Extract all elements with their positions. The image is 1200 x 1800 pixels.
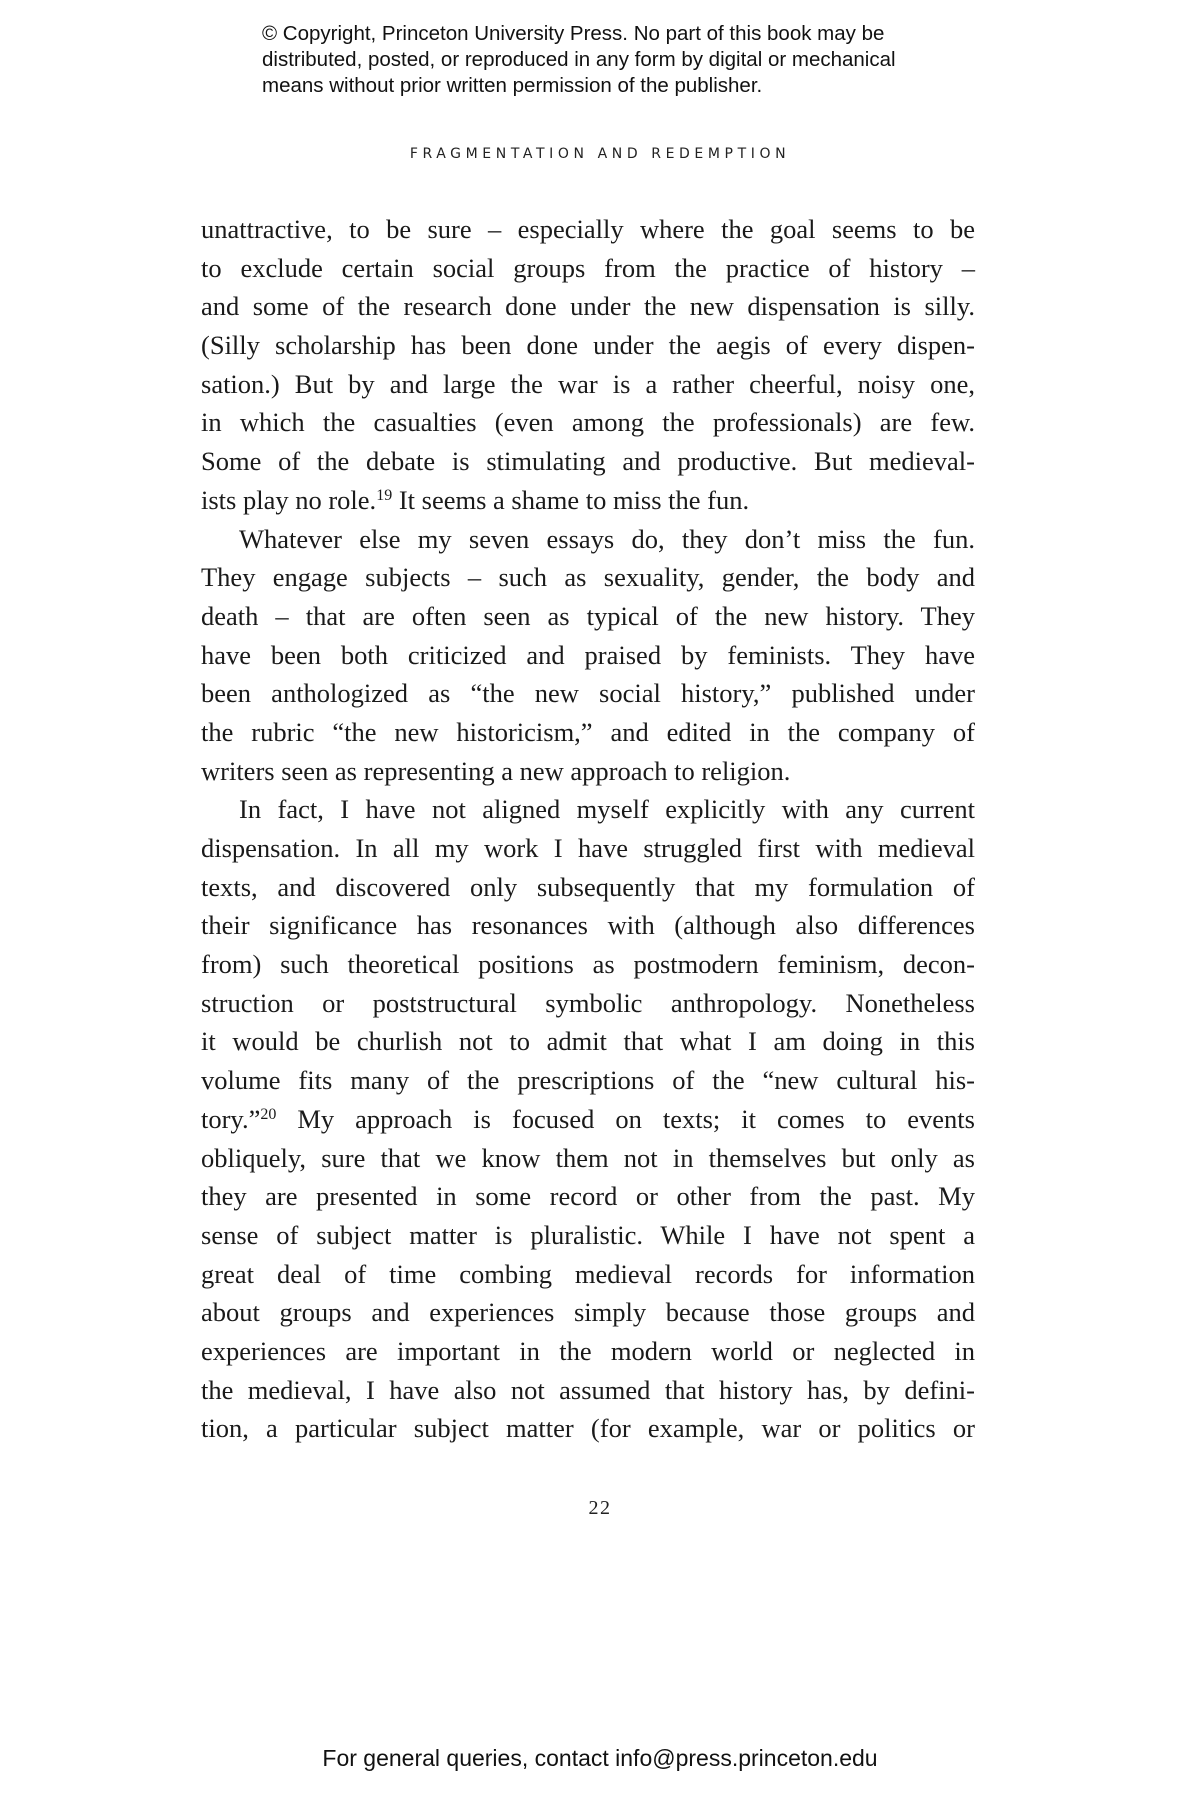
text-line: They engage subjects – such as sexuality, gender, the body and bbox=[201, 562, 975, 593]
text-line: about groups and experiences simply because those groups and bbox=[201, 1297, 975, 1328]
footnote-ref-19: 19 bbox=[376, 486, 393, 504]
text-line: tion, a particular subject matter (for example, war or politics or bbox=[201, 1413, 975, 1444]
text-line: experiences are important in the modern world or neglected in bbox=[201, 1335, 975, 1366]
footnote-ref-20: 20 bbox=[260, 1105, 277, 1123]
text-fragment: My approach is focused on texts; it comes to events bbox=[276, 1103, 975, 1134]
copyright-line: distributed, posted, or reproduced in any form by digital or mechanical bbox=[262, 48, 896, 71]
copyright-notice bbox=[262, 21, 982, 99]
text-fragment: ists play no role. bbox=[201, 484, 377, 515]
text-line: have been both criticized and praised by feminists. They have bbox=[201, 639, 975, 670]
text-line: in which the casualties (even among the professionals) are few. bbox=[201, 407, 975, 438]
text-line: it would be churlish not to admit that what I am doing in this bbox=[201, 1026, 975, 1057]
text-line: sation.) But by and large the war is a rather cheerful, noisy one, bbox=[201, 368, 975, 399]
text-line: obliquely, sure that we know them not in themselves but only as bbox=[201, 1142, 975, 1173]
text-line: and some of the research done under the new dispensation is silly. bbox=[201, 291, 975, 322]
text-line: been anthologized as “the new social history,” published under bbox=[201, 678, 975, 709]
running-head: FRAGMENTATION AND REDEMPTION bbox=[409, 146, 791, 162]
footer-contact: For general queries, contact info@press.princeton.edu bbox=[322, 1745, 878, 1771]
text-line: struction or poststructural symbolic anthropology. Nonetheless bbox=[201, 987, 975, 1018]
text-line: great deal of time combing medieval records for information bbox=[201, 1258, 975, 1289]
text-line: unattractive, to be sure – especially where the goal seems to be bbox=[201, 214, 975, 244]
body-text bbox=[201, 210, 975, 1448]
paragraph-first-line: Whatever else my seven essays do, they don’t miss the fun. bbox=[239, 523, 975, 554]
text-line: the rubric “the new historicism,” and edited in the company of bbox=[201, 716, 975, 747]
page-number: 22 bbox=[588, 1497, 612, 1519]
text-line: Some of the debate is stimulating and productive. But medieval- bbox=[201, 446, 975, 477]
text-line: from) such theoretical positions as postmodern feminism, decon- bbox=[201, 949, 975, 980]
text-line: dispensation. In all my work I have struggled first with medieval bbox=[201, 833, 975, 863]
text-line: sense of subject matter is pluralistic. While I have not spent a bbox=[201, 1219, 975, 1250]
copyright-line: means without prior written permission of the publisher. bbox=[262, 74, 763, 97]
text-fragment: It seems a shame to miss the fun. bbox=[392, 484, 750, 515]
text-fragment: tory.” bbox=[201, 1103, 261, 1134]
text-line: texts, and discovered only subsequently that my formulation of bbox=[201, 871, 975, 902]
copyright-line: © Copyright, Princeton University Press. No part of this book may be bbox=[262, 22, 885, 45]
text-line: the medieval, I have also not assumed that history has, by defini- bbox=[201, 1374, 975, 1405]
text-line: they are presented in some record or other from the past. My bbox=[201, 1181, 975, 1212]
text-line bbox=[201, 481, 975, 520]
text-line: volume fits many of the prescriptions of the “new cultural his- bbox=[201, 1065, 975, 1096]
text-line: (Silly scholarship has been done under the aegis of every dispen- bbox=[201, 330, 975, 361]
text-line: writers seen as representing a new approach to religion. bbox=[201, 755, 791, 786]
paragraph-first-line: In fact, I have not aligned myself explicitly with any current bbox=[239, 794, 975, 825]
text-line: their significance has resonances with (although also differences bbox=[201, 910, 975, 941]
text-line bbox=[201, 1100, 975, 1139]
text-line: to exclude certain social groups from the practice of history – bbox=[201, 252, 975, 283]
text-line: death – that are often seen as typical of the new history. They bbox=[201, 600, 975, 631]
